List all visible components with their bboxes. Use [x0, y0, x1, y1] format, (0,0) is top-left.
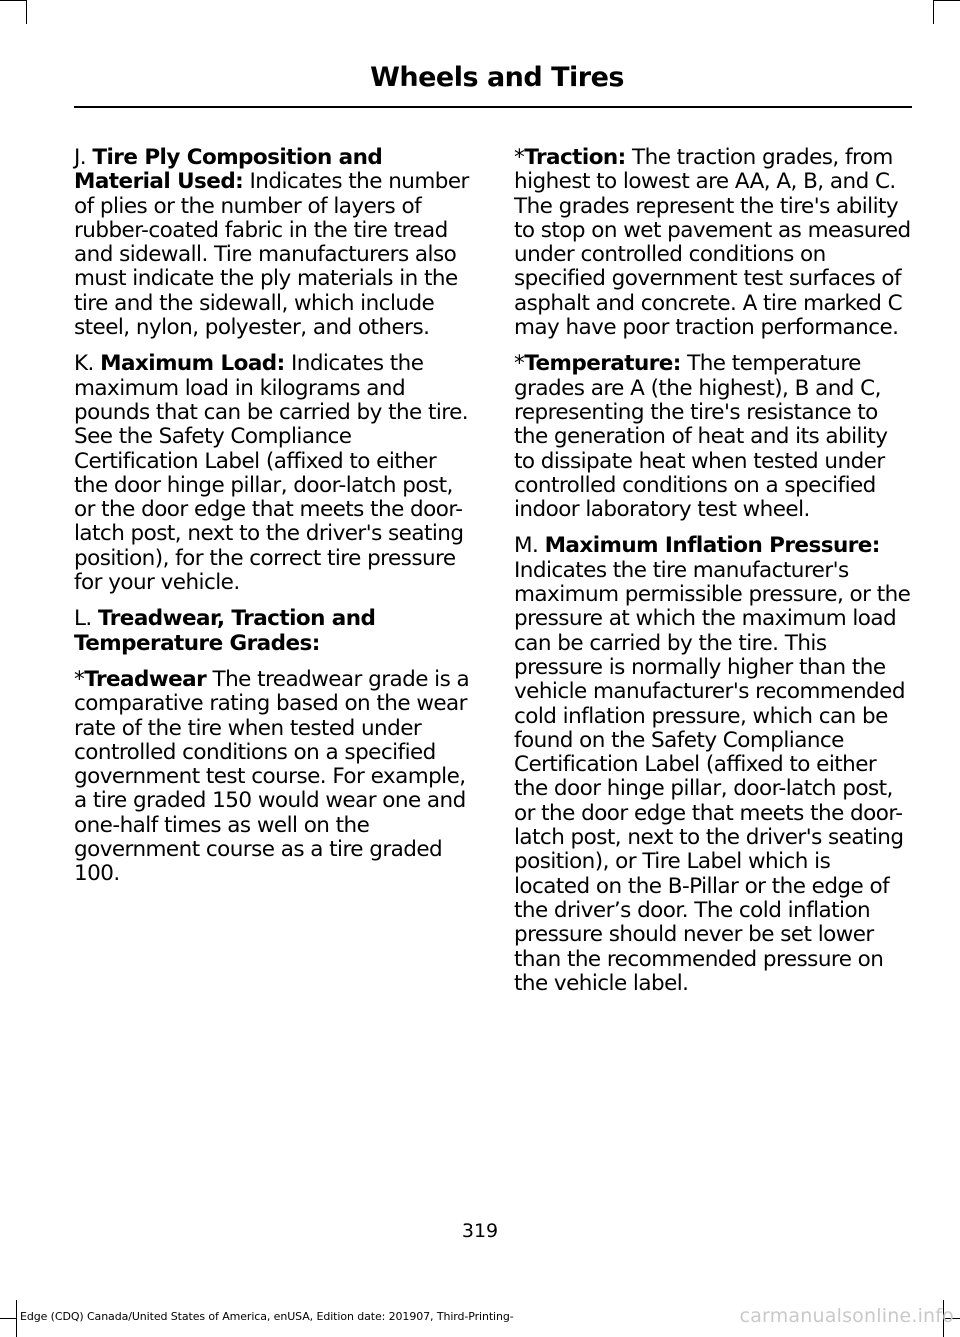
paragraph-treadwear: *Treadwear The treadwear grade is a comparative rating based on the wear rate of the tire when tested under controlled conditions on a specified government test course. For example, a tire graded 150 would wear one and one-half times as well on the government course as a tire graded 100.: [74, 666, 470, 887]
paragraph-maximum-load: K. Maximum Load: Indicates the maximum load in kilograms and pounds that can be carried by the tire. See the Safety Compliance Certification Label (affixed to either the door hinge pillar, door-latch post, or the door edge that meets the door-latch post, next to the driver's seating position), for the correct tire pressure for your vehicle.: [74, 351, 469, 596]
watermark: carmanualsonline.info: [739, 1305, 954, 1327]
page-title: Wheels and Tires: [370, 62, 624, 93]
page-number: 319: [461, 1220, 499, 1242]
edition-footer: Edge (CDQ) Canada/United States of America, enUSA, Edition date: 201907, Third-Printing-: [20, 1310, 514, 1323]
term-heading: Traction:: [524, 145, 626, 170]
paragraph-grades-heading: L. Treadwear, Traction and Temperature Grades:: [74, 606, 376, 656]
header-divider: [74, 106, 912, 108]
term-heading: Treadwear, Traction and Temperature Grades:: [74, 606, 376, 656]
right-column: [514, 146, 912, 1008]
paragraph-ply-composition: J. Tire Ply Composition and Material Used: Indicates the number of plies or the number of layers of rubber-coated fabric in the tire tread and sidewall. Tire manufacturers also must indicate the ply materials in the tire and the sidewall, which include steel, nylon, polyester, and others.: [74, 145, 469, 341]
paragraph-traction: *Traction: The traction grades, from highest to lowest are AA, A, B, and C. The grades represent the tire's ability to stop on wet pavement as measured under controlled conditions on specified government test surfaces of asphalt and concrete. A tire marked C may have poor traction performance.: [514, 145, 911, 341]
paragraph-temperature: *Temperature: The temperature grades are A (the highest), B and C, representing the tire's resistance to the generation of heat and its ability to dissipate heat when tested under controlled conditions on a specified indoor laboratory test wheel.: [514, 351, 888, 523]
term-heading: Temperature:: [524, 351, 681, 377]
crop-mark-top-right: [934, 0, 960, 1]
crop-mark-bottom-left-vertical: [16, 1300, 17, 1337]
term-heading: Maximum Inflation Pressure:: [544, 533, 880, 559]
term-heading: Treadwear: [84, 666, 207, 692]
term-heading: Maximum Load:: [100, 351, 285, 377]
crop-mark-top-right-vertical: [933, 0, 934, 24]
crop-mark-top-left-vertical: [26, 0, 27, 24]
left-column: [74, 146, 472, 899]
crop-mark-top-left: [0, 0, 26, 1]
crop-mark-bottom-left: [0, 1318, 16, 1319]
paragraph-maximum-inflation-pressure: M. Maximum Inflation Pressure: Indicates the tire manufacturer's maximum permissible pressure, or the pressure at which the maximum load can be carried by the tire. This pressure is normally higher than the vehicle manufacturer's recommended cold inflation pressure, which can be found on the Safety Compliance Certification Label (affixed to either the door hinge pillar, door-latch post, or the door edge that meets the door-latch post, next to the driver's seating position), or Tire Label which is located on the B-Pillar or the edge of the driver’s door. The cold inflation pressure should never be set lower than the recommended pressure on the vehicle label.: [514, 533, 911, 996]
term-heading: Tire Ply Composition and Material Used:: [74, 145, 383, 195]
